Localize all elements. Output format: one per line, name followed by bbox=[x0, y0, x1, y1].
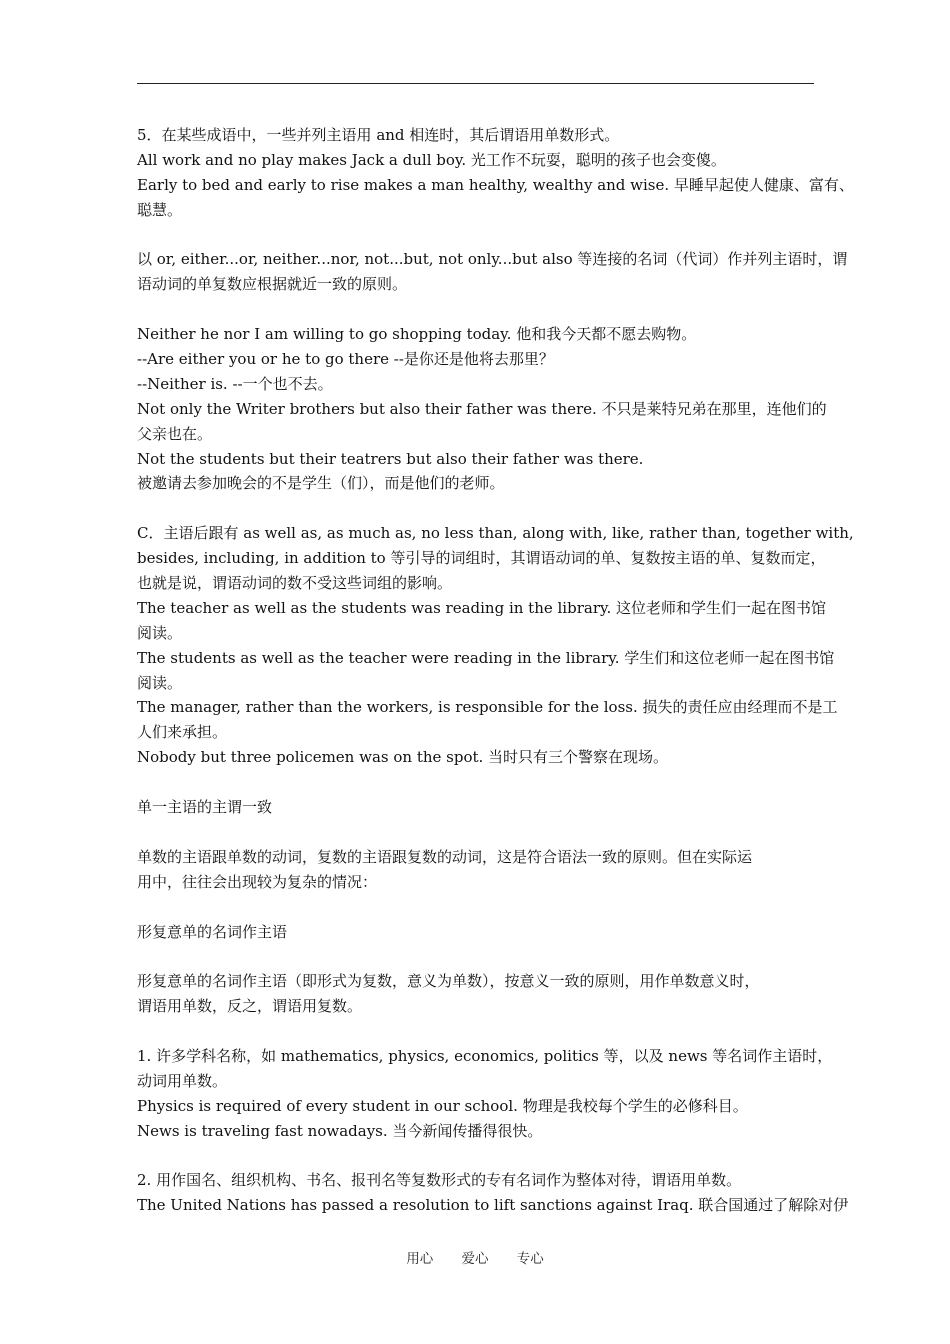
text-line: 动词用单数。 bbox=[137, 1071, 228, 1090]
text-line: 被邀请去参加晚会的不是学生（们），而是他们的老师。 bbox=[137, 474, 505, 493]
text-line: --Are either you or he to go there --是你还是他将去那里？ bbox=[137, 350, 554, 369]
blank-line bbox=[137, 496, 820, 521]
text-line: The United Nations has passed a resolution to lift sanctions against Iraq. 联合国通过了解除对伊 bbox=[137, 1196, 849, 1215]
header-rule bbox=[137, 83, 814, 84]
blank-line bbox=[137, 297, 820, 322]
footer-item: 爱心 bbox=[461, 1251, 489, 1267]
text-line: 也就是说，谓语动词的数不受这些词组的影响。 bbox=[137, 574, 453, 593]
text-line: News is traveling fast nowadays. 当今新闻传播得很快。 bbox=[137, 1121, 543, 1140]
text-line: Nobody but three policemen was on the spot. 当时只有三个警察在现场。 bbox=[137, 748, 669, 767]
text-line: 谓语用单数，反之，谓语用复数。 bbox=[137, 997, 363, 1016]
text-line: 形复意单的名词作主语（即形式为复数，意义为单数），按意义一致的原则，用作单数意义时， bbox=[137, 972, 760, 991]
text-line: 5．在某些成语中，一些并列主语用 and 相连时，其后谓语用单数形式。 bbox=[137, 126, 620, 144]
text-line: 阅读。 bbox=[137, 623, 183, 642]
text-line: Not the students but their teatrers but also their father was there. bbox=[137, 449, 644, 468]
document-body bbox=[137, 123, 854, 1218]
blank-line bbox=[137, 770, 820, 795]
text-line: 阅读。 bbox=[137, 673, 183, 692]
text-line: --Neither is. --一个也不去。 bbox=[137, 374, 333, 393]
text-line: besides, including, in addition to 等引导的词组时，其谓语动词的单、复数按主语的单、复数而定， bbox=[137, 549, 826, 568]
text-line: 2. 用作国名、组织机构、书名、报刊名等复数形式的专有名词作为整体对待，谓语用单数。 bbox=[137, 1171, 742, 1190]
text-line: The students as well as the teacher were reading in the library. 学生们和这位老师一起在图书馆 bbox=[137, 648, 835, 667]
text-line: Physics is required of every student in our school. 物理是我校每个学生的必修科目。 bbox=[137, 1096, 748, 1115]
text-line: Neither he nor I am willing to go shopping today. 他和我今天都不愿去购物。 bbox=[137, 325, 697, 344]
text-line: Early to bed and early to rise makes a man healthy, wealthy and wise. 早睡早起使人健康、富有、 bbox=[137, 175, 854, 194]
text-line: 以 or, either...or, neither...nor, not...but, not only...but also 等连接的名词（代词）作并列主语时，谓 bbox=[137, 250, 848, 269]
text-line: 形复意单的名词作主语 bbox=[137, 922, 288, 941]
text-line: All work and no play makes Jack a dull boy. 光工作不玩耍，聪明的孩子也会变傻。 bbox=[137, 150, 726, 169]
footer-item: 用心 bbox=[406, 1251, 434, 1267]
blank-line bbox=[137, 820, 820, 845]
blank-line bbox=[137, 1019, 820, 1044]
blank-line bbox=[137, 944, 820, 969]
text-line: 聪慧。 bbox=[137, 200, 183, 219]
text-line: 单数的主语跟单数的动词，复数的主语跟复数的动词，这是符合语法一致的原则。但在实际运 bbox=[137, 847, 753, 866]
text-line: 单一主语的主谓一致 bbox=[137, 798, 273, 817]
text-line: 语动词的单复数应根据就近一致的原则。 bbox=[137, 275, 408, 294]
text-line: C．主语后跟有 as well as, as much as, no less than, along with, like, rather than, together with, bbox=[137, 524, 854, 543]
blank-line bbox=[137, 895, 820, 920]
text-line: 1. 许多学科名称，如 mathematics, physics, economics, politics 等，以及 news 等名词作主语时， bbox=[137, 1046, 833, 1065]
footer-item: 专心 bbox=[516, 1251, 544, 1267]
text-line: The manager, rather than the workers, is responsible for the loss. 损失的责任应由经理而不是工 bbox=[137, 698, 838, 717]
page-footer bbox=[0, 1247, 950, 1267]
blank-line bbox=[137, 1144, 820, 1169]
text-line: Not only the Writer brothers but also their father was there. 不只是莱特兄弟在那里，连他们的 bbox=[137, 399, 827, 418]
blank-line bbox=[137, 223, 820, 248]
text-line: 人们来承担。 bbox=[137, 723, 228, 742]
text-line: The teacher as well as the students was reading in the library. 这位老师和学生们一起在图书馆 bbox=[137, 598, 827, 617]
text-line: 父亲也在。 bbox=[137, 424, 213, 443]
text-line: 用中，往往会出现较为复杂的情况： bbox=[137, 872, 378, 891]
